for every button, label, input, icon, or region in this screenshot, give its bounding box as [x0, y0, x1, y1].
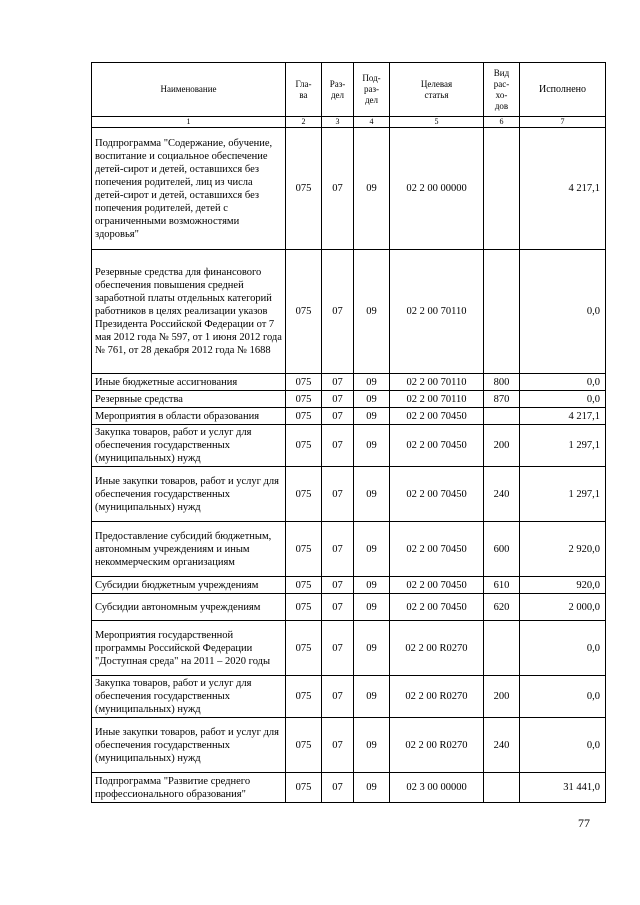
row-expense-type: 800 [484, 374, 520, 391]
table-row [92, 676, 606, 718]
row-subsection: 09 [354, 250, 390, 374]
row-subsection: 09 [354, 425, 390, 467]
row-name: Иные бюджетные ассигнования [92, 374, 286, 391]
row-section: 07 [322, 676, 354, 718]
row-section: 07 [322, 425, 354, 467]
table-row [92, 718, 606, 773]
row-target: 02 2 00 70450 [390, 577, 484, 594]
row-expense-type: 870 [484, 391, 520, 408]
row-chapter: 075 [286, 374, 322, 391]
column-number: 2 [286, 117, 322, 128]
row-executed: 0,0 [520, 676, 606, 718]
row-subsection: 09 [354, 374, 390, 391]
row-target: 02 2 00 70450 [390, 425, 484, 467]
table-row [92, 522, 606, 577]
header-subsection: Под- раз- дел [354, 63, 390, 117]
row-subsection: 09 [354, 128, 390, 250]
row-section: 07 [322, 408, 354, 425]
table-row [92, 128, 606, 250]
row-expense-type [484, 250, 520, 374]
row-subsection: 09 [354, 718, 390, 773]
column-number: 7 [520, 117, 606, 128]
row-executed: 0,0 [520, 391, 606, 408]
row-subsection: 09 [354, 467, 390, 522]
header-target: Целевая статья [390, 63, 484, 117]
row-name: Мероприятия государственной программы Российской Федерации "Доступная среда" на 2011 – 2020 годы [92, 621, 286, 676]
row-chapter: 075 [286, 773, 322, 803]
table-row [92, 577, 606, 594]
header-expense-type: Вид рас- хо- дов [484, 63, 520, 117]
row-name: Мероприятия в области образования [92, 408, 286, 425]
row-target: 02 2 00 70450 [390, 467, 484, 522]
row-name: Резервные средства для финансового обеспечения повышения средней заработной платы отдельных категорий работников в целях реализации указов Президента Российской Федерации от 7 мая 2012 года № 597, от 1 июня 2012 года № 761, от 28 декабря 2012 года № 1688 [92, 250, 286, 374]
row-target: 02 2 00 70450 [390, 408, 484, 425]
row-executed: 920,0 [520, 577, 606, 594]
row-expense-type: 200 [484, 676, 520, 718]
row-name: Субсидии бюджетным учреждениям [92, 577, 286, 594]
row-executed: 0,0 [520, 621, 606, 676]
row-expense-type: 240 [484, 718, 520, 773]
row-target: 02 2 00 70110 [390, 374, 484, 391]
row-name: Подпрограмма "Содержание, обучение, воспитание и социальное обеспечение детей-сирот и детей, оставшихся без попечения родителей, лиц из числа детей-сирот и детей, оставшихся без попечения родителей, детей с ограниченными возможностями здоровья" [92, 128, 286, 250]
budget-table [91, 62, 606, 803]
row-target: 02 3 00 00000 [390, 773, 484, 803]
row-executed: 31 441,0 [520, 773, 606, 803]
row-expense-type: 610 [484, 577, 520, 594]
row-expense-type [484, 408, 520, 425]
row-executed: 0,0 [520, 250, 606, 374]
row-executed: 0,0 [520, 718, 606, 773]
table-row [92, 408, 606, 425]
row-name: Субсидии автономным учреждениям [92, 594, 286, 621]
row-subsection: 09 [354, 577, 390, 594]
header-chapter: Гла- ва [286, 63, 322, 117]
row-executed: 0,0 [520, 374, 606, 391]
row-subsection: 09 [354, 621, 390, 676]
row-subsection: 09 [354, 522, 390, 577]
header-executed: Исполнено [520, 63, 606, 117]
row-chapter: 075 [286, 425, 322, 467]
row-target: 02 2 00 R0270 [390, 621, 484, 676]
row-name: Предоставление субсидий бюджетным, автономным учреждениям и иным некоммерческим организациям [92, 522, 286, 577]
column-number: 6 [484, 117, 520, 128]
row-section: 07 [322, 391, 354, 408]
row-executed: 4 217,1 [520, 408, 606, 425]
row-expense-type [484, 128, 520, 250]
row-section: 07 [322, 250, 354, 374]
row-name: Закупка товаров, работ и услуг для обеспечения государственных (муниципальных) нужд [92, 676, 286, 718]
row-section: 07 [322, 467, 354, 522]
header-section: Раз- дел [322, 63, 354, 117]
table-row [92, 391, 606, 408]
row-target: 02 2 00 R0270 [390, 718, 484, 773]
column-number: 4 [354, 117, 390, 128]
row-executed: 4 217,1 [520, 128, 606, 250]
table-row [92, 773, 606, 803]
column-number: 1 [92, 117, 286, 128]
column-number: 3 [322, 117, 354, 128]
row-expense-type [484, 773, 520, 803]
row-chapter: 075 [286, 250, 322, 374]
row-expense-type [484, 621, 520, 676]
row-executed: 2 920,0 [520, 522, 606, 577]
row-expense-type: 240 [484, 467, 520, 522]
row-subsection: 09 [354, 676, 390, 718]
row-target: 02 2 00 70450 [390, 594, 484, 621]
row-chapter: 075 [286, 522, 322, 577]
table-row [92, 374, 606, 391]
table-row [92, 250, 606, 374]
row-chapter: 075 [286, 408, 322, 425]
row-target: 02 2 00 R0270 [390, 676, 484, 718]
row-subsection: 09 [354, 773, 390, 803]
row-target: 02 2 00 00000 [390, 128, 484, 250]
row-name: Иные закупки товаров, работ и услуг для обеспечения государственных (муниципальных) нужд [92, 718, 286, 773]
table-row [92, 467, 606, 522]
row-section: 07 [322, 577, 354, 594]
table-header-row [92, 63, 606, 117]
row-target: 02 2 00 70450 [390, 522, 484, 577]
row-section: 07 [322, 522, 354, 577]
row-target: 02 2 00 70110 [390, 391, 484, 408]
row-target: 02 2 00 70110 [390, 250, 484, 374]
row-name: Закупка товаров, работ и услуг для обеспечения государственных (муниципальных) нужд [92, 425, 286, 467]
row-expense-type: 200 [484, 425, 520, 467]
row-section: 07 [322, 718, 354, 773]
row-chapter: 075 [286, 391, 322, 408]
row-chapter: 075 [286, 621, 322, 676]
row-chapter: 075 [286, 676, 322, 718]
row-name: Подпрограмма "Развитие среднего профессионального образования" [92, 773, 286, 803]
row-name: Резервные средства [92, 391, 286, 408]
row-section: 07 [322, 374, 354, 391]
row-chapter: 075 [286, 128, 322, 250]
row-expense-type: 600 [484, 522, 520, 577]
column-number-row [92, 117, 606, 128]
row-chapter: 075 [286, 718, 322, 773]
row-chapter: 075 [286, 594, 322, 621]
row-executed: 1 297,1 [520, 467, 606, 522]
row-expense-type: 620 [484, 594, 520, 621]
row-executed: 2 000,0 [520, 594, 606, 621]
row-section: 07 [322, 128, 354, 250]
table-body [92, 128, 606, 803]
row-chapter: 075 [286, 577, 322, 594]
header-name: Наименование [92, 63, 286, 117]
row-section: 07 [322, 773, 354, 803]
row-section: 07 [322, 594, 354, 621]
row-subsection: 09 [354, 391, 390, 408]
row-subsection: 09 [354, 594, 390, 621]
row-chapter: 075 [286, 467, 322, 522]
row-section: 07 [322, 621, 354, 676]
table-row [92, 594, 606, 621]
row-subsection: 09 [354, 408, 390, 425]
page-number: 77 [578, 816, 590, 830]
column-number: 5 [390, 117, 484, 128]
table-row [92, 621, 606, 676]
row-executed: 1 297,1 [520, 425, 606, 467]
table-row [92, 425, 606, 467]
row-name: Иные закупки товаров, работ и услуг для обеспечения государственных (муниципальных) нужд [92, 467, 286, 522]
